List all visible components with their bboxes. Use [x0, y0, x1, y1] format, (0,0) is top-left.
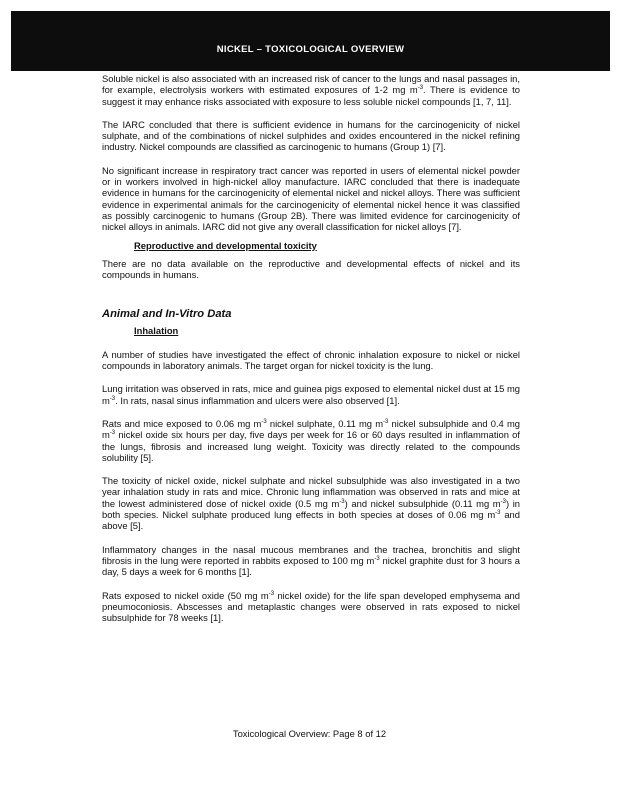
paragraph-no-significant-increase: No significant increase in respiratory tract cancer was reported in users of elemental nickel powder or in workers involved in high-nickel alloy manufacture. IARC concluded that there is inadequate evidence in humans for the carcinogenicity of elemental nickel and nickel alloys. There was sufficient evidence in experimental animals for the carcinogenicity of elemental nickel hence it was classified as possibly carcinogenic to humans (Group 2B). There was limited evidence for carcinogenicity of nickel alloys in animals. IARC did not give any overall classification for nickel alloys [7].: [102, 164, 520, 233]
page-header-title: NICKEL – TOXICOLOGICAL OVERVIEW: [216, 44, 405, 55]
paragraph-inhalation-studies: A number of studies have investigated the effect of chronic inhalation exposure to nickel or nickel compounds in laboratory animals. The target organ for nickel toxicity is the lung.: [102, 348, 520, 372]
paragraph-soluble-nickel: Soluble nickel is also associated with an increased risk of cancer to the lungs and nasal passages in, for example, electrolysis workers with estimated exposures of 1-2 mg $m^{-3}$. There is evidence to suggest it may enhance risks associated with exposure to less soluble nickel compounds [1, 7, 11].: [102, 73, 520, 107]
paragraph-reproductive-data: There are no data available on the reproductive and developmental effects of nickel and its compounds in humans.: [102, 257, 520, 281]
document-body: [102, 73, 520, 623]
paragraph-rats-nickel-oxide: Rats exposed to nickel oxide (50 mg $m^{-3}$ nickel oxide) for the life span developed emphysema and pneumoconiosis. Abscesses and metaplastic changes were observed in rats exposed to nickel subsulphide for 78 weeks [1].: [102, 589, 520, 624]
paragraph-lung-irritation: Lung irritation was observed in rats, mice and guinea pigs exposed to elemental nickel dust at 15 mg $m^{-3}$. In rats, nasal sinus inflammation and ulcers were also observed [1].: [102, 383, 520, 406]
paragraph-two-year-study: The toxicity of nickel oxide, nickel sulphate and nickel subsulphide was also investigated in a two year inhalation study in rats and mice. Chronic lung inflammation was observed in rats and mice at the lowest administered dose of nickel oxide (0.5 mg $m^{-3}$) and nickel subsulphide (0.11 mg $m^{-3}$) in both species. Nickel sulphate produced lung effects in both species at doses of 0.06 mg $m^{-3}$ and above [5].: [102, 475, 520, 532]
page-footer: Toxicological Overview: Page 8 of 12: [232, 728, 387, 739]
section-heading-animal-in-vitro: Animal and In-Vitro Data: [102, 308, 232, 321]
paragraph-inflammatory-changes: Inflammatory changes in the nasal mucous membranes and the trachea, bronchitis and slight fibrosis in the lung were reported in rabbits exposed to 100 mg $m^{-3}$ nickel graphite dust for 3 hours a day, 5 days a week for 6 months [1].: [102, 543, 520, 578]
subheading-reproductive-toxicity: Reproductive and developmental toxicity: [134, 239, 317, 251]
paragraph-iarc-conclusion: The IARC concluded that there is sufficient evidence in humans for the carcinogenicity of nickel sulphate, and of the combinations of nickel sulphides and oxides encountered in the nickel refining industry. Nickel compounds are classified as carcinogenic to humans (Group 1) [7].: [102, 118, 520, 153]
header-bar: [11, 11, 610, 71]
subheading-inhalation: Inhalation: [134, 325, 179, 337]
paragraph-rats-mice-exposure: Rats and mice exposed to 0.06 mg $m^{-3}$ nickel sulphate, 0.11 mg $m^{-3}$ nickel subsulphide and 0.4 mg $m^{-3}$ nickel oxide six hours per day, five days per week for 16 or 60 days resulted in inflammation of the lungs, fibrosis and increased lung weight. Toxicity was directly related to the compounds solubility [5].: [102, 417, 520, 463]
